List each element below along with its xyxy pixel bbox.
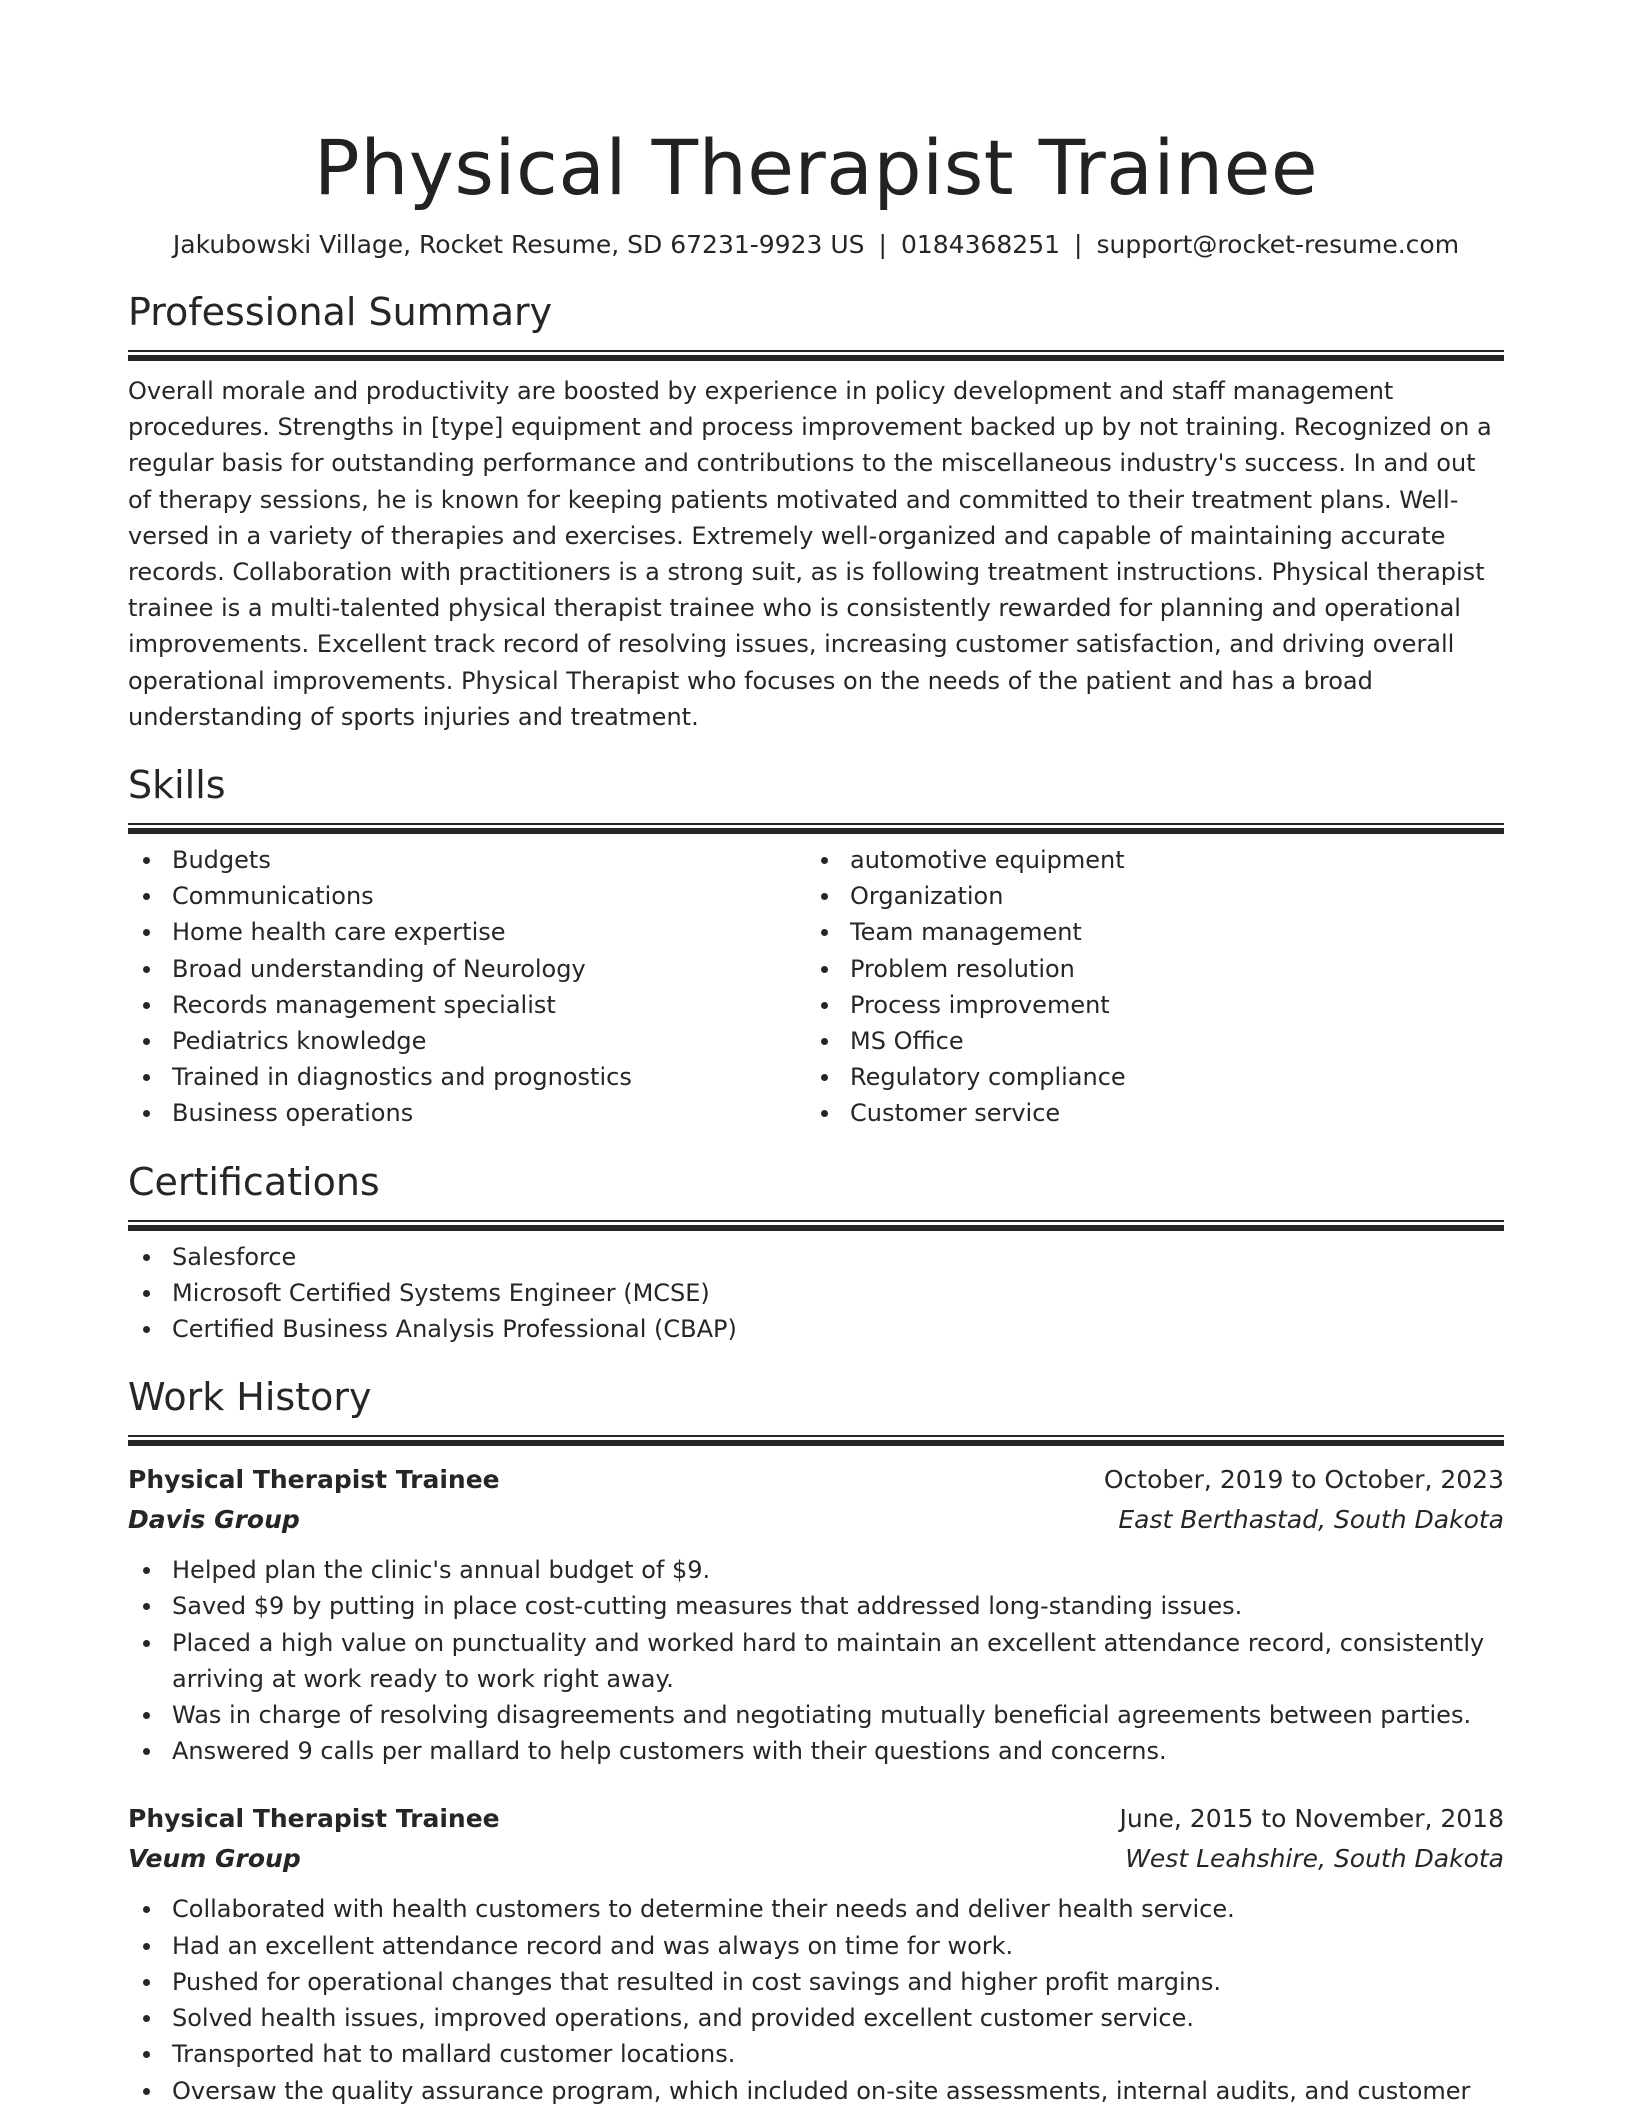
job-dates: October, 2019 to October, 2023 [1103,1465,1504,1495]
job-company: Veum Group [128,1844,301,1874]
contact-address: Jakubowski Village, Rocket Resume, SD 67231-9923 US [172,230,865,259]
job-header-row [128,1799,1504,1839]
skills-grid [128,842,1504,1132]
section-divider [128,823,1504,834]
job-dates: June, 2015 to November, 2018 [1119,1804,1504,1834]
job-duty: Oversaw the quality assurance program, which included on-site assessments, internal audits, and customer [128,2073,1504,2109]
section-divider [128,350,1504,361]
job-title: Physical Therapist Trainee [128,1465,500,1495]
skill-item: Organization [806,878,1484,914]
skills-section [128,761,1504,1132]
skill-item: Budgets [128,842,806,878]
job-company: Davis Group [128,1505,300,1535]
work-history-section [128,1373,1504,2108]
skill-item: Customer service [806,1095,1484,1131]
job-duty: Was in charge of resolving disagreements and negotiating mutually beneficial agreements between parties. [128,1697,1504,1733]
summary-section [128,288,1504,735]
job-duty: Solved health issues, improved operations, and provided excellent customer service. [128,2000,1504,2036]
resume-content [128,118,1504,2109]
job-duty: Helped plan the clinic's annual budget of $9. [128,1552,1504,1588]
job-entry [128,1460,1504,1769]
job-duty: Had an excellent attendance record and was always on time for work. [128,1928,1504,1964]
skill-item: Problem resolution [806,951,1484,987]
skill-item: Pediatrics knowledge [128,1023,806,1059]
job-duties-list [128,1552,1504,1769]
job-duty: Collaborated with health customers to determine their needs and deliver health service. [128,1891,1504,1927]
skill-item: Process improvement [806,987,1484,1023]
job-duty: Pushed for operational changes that resulted in cost savings and higher profit margins. [128,1964,1504,2000]
skill-item: MS Office [806,1023,1484,1059]
certification-item: Microsoft Certified Systems Engineer (MCSE) [128,1275,1504,1311]
job-duty: Placed a high value on punctuality and worked hard to maintain an excellent attendance record, consistently arriving at work ready to work right away. [128,1625,1504,1697]
skill-item: Records management specialist [128,987,806,1023]
contact-line [128,228,1504,262]
skill-item: Team management [806,914,1484,950]
contact-separator: | [1074,230,1083,259]
skill-item: Business operations [128,1095,806,1131]
job-duties-list [128,1891,1504,2108]
job-location: East Berthastad, South Dakota [1118,1505,1504,1535]
job-location: West Leahshire, South Dakota [1125,1844,1504,1874]
contact-email[interactable]: support@rocket-resume.com [1096,230,1460,259]
skill-item: Regulatory compliance [806,1059,1484,1095]
resume-name: Physical Therapist Trainee [313,123,1319,212]
skill-item: Home health care expertise [128,914,806,950]
job-duty: Answered 9 calls per mallard to help customers with their questions and concerns. [128,1733,1504,1769]
certifications-heading: Certifications [128,1159,380,1204]
job-company-row [128,1839,1504,1879]
skill-item: Trained in diagnostics and prognostics [128,1059,806,1095]
certifications-list [128,1239,1504,1348]
skills-list-left [128,842,806,1132]
job-duty: Saved $9 by putting in place cost-cutting measures that addressed long-standing issues. [128,1588,1504,1624]
certifications-section [128,1158,1504,1348]
skills-heading: Skills [128,763,226,808]
section-divider [128,1435,1504,1446]
summary-heading: Professional Summary [128,290,553,334]
job-title: Physical Therapist Trainee [128,1804,500,1834]
section-divider [128,1220,1504,1231]
skill-item: Broad understanding of Neurology [128,951,806,987]
job-company-row [128,1500,1504,1540]
contact-separator: | [878,230,887,259]
skills-list-right [806,842,1484,1132]
summary-text: Overall morale and productivity are boosted by experience in policy development and staff management procedures. Strengths in [type] equipment and process improvement backed up by not training. Recognized on a regular basis for outstanding performance and contributions to the miscellaneous industry's success. In and out of therapy sessions, he is known for keeping patients motivated and committed to their treatment plans. Well-versed in a variety of therapies and exercises. Extremely well-organized and capable of maintaining accurate records. Collaboration with practitioners is a strong suit, as is following treatment instructions. Physical therapist trainee is a multi-talented physical therapist trainee who is consistently rewarded for planning and operational improvements. Excellent track record of resolving issues, increasing customer satisfaction, and driving overall operational improvements. Physical Therapist who focuses on the needs of the patient and has a broad understanding of sports injuries and treatment. [128,377,1492,731]
job-header-row [128,1460,1504,1500]
job-entry [128,1799,1504,2108]
contact-phone: 0184368251 [900,230,1061,259]
job-duty: Transported hat to mallard customer locations. [128,2036,1504,2072]
work-history-heading: Work History [128,1375,372,1420]
certification-item: Salesforce [128,1239,1504,1275]
skill-item: automotive equipment [806,842,1484,878]
certification-item: Certified Business Analysis Professional (CBAP) [128,1311,1504,1347]
skill-item: Communications [128,878,806,914]
